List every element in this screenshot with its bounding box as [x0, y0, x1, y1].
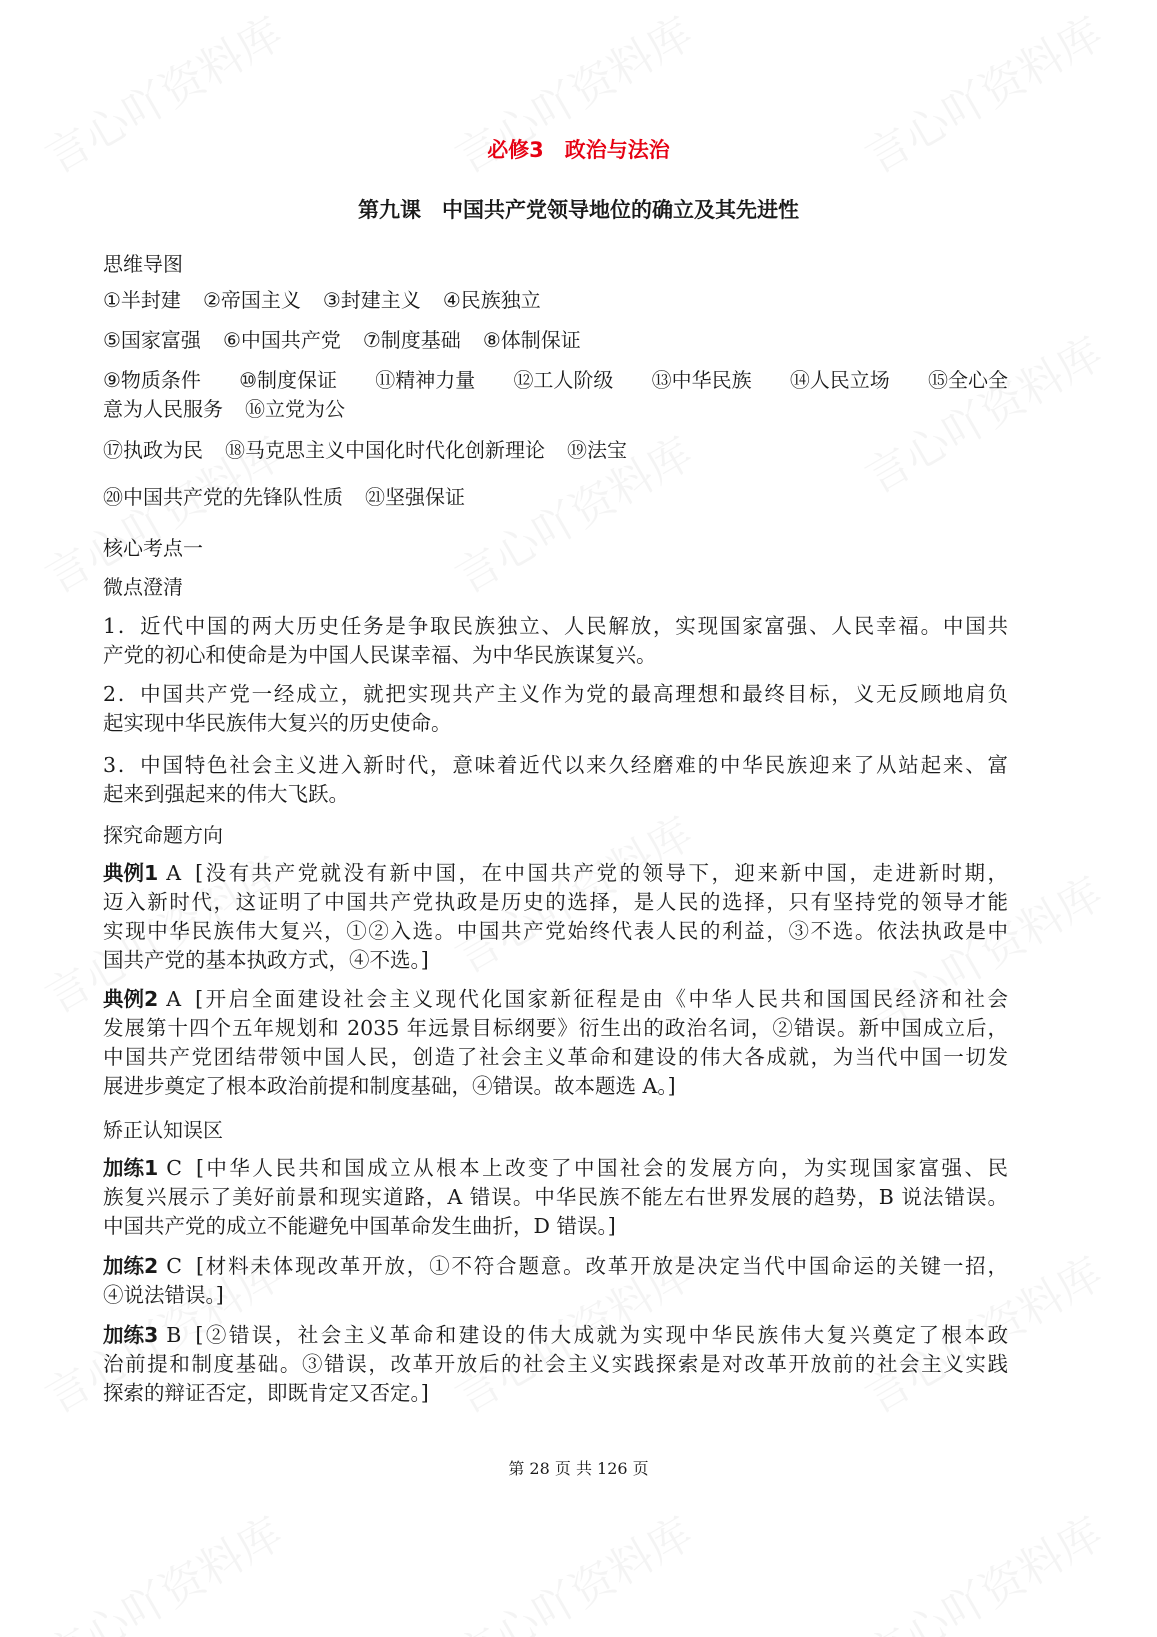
mindmap-item: ⑪精神力量: [375, 368, 476, 392]
mindmap-item: ⑧体制保证: [482, 328, 581, 352]
mindmap-line: [103, 395, 367, 424]
core-point-line: 2．中国共产党一经成立，就把实现共产主义作为党的最高理想和最终目标，义无反顾地肩负: [103, 682, 1008, 706]
core-point-line: 起实现中华民族伟大复兴的历史使命。: [103, 711, 452, 735]
mindmap-item: ④民族独立: [442, 288, 541, 312]
answer-item: [103, 859, 1008, 975]
answer-line: 发展第十四个五年规划和 2035 年远景目标纲要》衍生出的政治名词，②错误。新中国成立后，: [103, 1016, 1008, 1040]
answer-choice: C: [166, 1156, 182, 1180]
mindmap-item: ⑰执政为民: [103, 438, 203, 462]
answer-text: [中华人民共和国成立从根本上改变了中国社会的发展方向，为实现国家富强、民: [195, 1156, 1008, 1180]
mindmap-line: [103, 436, 649, 465]
mindmap-item: 意为人民服务: [103, 397, 223, 421]
watermark: [32, 1498, 293, 1637]
mindmap-item: ⑬中华民族: [651, 368, 752, 392]
mindmap-item: ⑨物质条件: [103, 368, 201, 392]
mindmap-item: ③封建主义: [322, 288, 421, 312]
answer-item: [103, 1252, 1008, 1310]
mindmap-line: [103, 326, 603, 355]
answer-line: 迈入新时代，这证明了中国共产党执政是历史的选择，是人民的选择，只有坚持党的领导才能: [103, 890, 1008, 914]
mindmap-item: ⑲法宝: [567, 438, 627, 462]
example-answers: [103, 859, 1008, 1111]
core-point-line: 产党的初心和使命是为中国人民谋幸福、为中华民族谋复兴。: [103, 643, 657, 667]
answer-label: 加练1: [103, 1156, 159, 1180]
answer-text: [材料未体现改革开放，①不符合题意。改革开放是决定当代中国命运的关键一招，: [195, 1254, 1008, 1278]
mindmap-item: ⑫工人阶级: [513, 368, 614, 392]
answer-item: [103, 1154, 1008, 1241]
answer-line: 探索的辩证否定，即既肯定又否定。]: [103, 1381, 429, 1405]
mindmap-item: ⑦制度基础: [362, 328, 461, 352]
mindmap-line: [103, 286, 563, 315]
mindmap-item: ⑮全心全: [928, 368, 1008, 392]
answer-line: 实现中华民族伟大复兴，①②入选。中国共产党始终代表人民的利益，③不选。依法执政是中: [103, 919, 1008, 943]
core-points: [103, 612, 1008, 819]
practice-answers: [103, 1154, 1008, 1419]
mindmap-item: ⑥中国共产党: [222, 328, 341, 352]
core-point-line: 起来到强起来的伟大飞跃。: [103, 782, 349, 806]
core-heading: 核心考点一: [103, 536, 203, 560]
answer-label: 典例1: [103, 861, 159, 885]
answer-choice: A: [166, 987, 182, 1011]
answer-text: [开启全面建设社会主义现代化国家新征程是由《中华人民共和国国民经济和社会: [195, 987, 1008, 1011]
lesson-title: 第九课 中国共产党领导地位的确立及其先进性: [358, 198, 799, 222]
answer-line: [103, 1321, 1008, 1350]
answer-line: 族复兴展示了美好前景和现实道路，A 错误。中华民族不能左右世界发展的趋势，B 说法错误。: [103, 1185, 1008, 1209]
answer-label: 加练2: [103, 1254, 159, 1278]
answer-item: [103, 1321, 1008, 1408]
answer-line: 国共产党的基本执政方式，④不选。]: [103, 948, 429, 972]
answer-text: [②错误，社会主义革命和建设的伟大成就为实现中华民族伟大复兴奠定了根本政: [195, 1323, 1008, 1347]
answer-choice: A: [166, 861, 182, 885]
answer-line: 中国共产党的成立不能避免中国革命发生曲折，D 错误。]: [103, 1214, 616, 1238]
answer-item: [103, 985, 1008, 1101]
answer-line: [103, 859, 1008, 888]
explore-heading: 探究命题方向: [103, 823, 223, 847]
mindmap-line: [103, 366, 1008, 395]
answer-line: ④说法错误。]: [103, 1283, 224, 1307]
mindmap-item: ②帝国主义: [202, 288, 301, 312]
core-point-line: 3．中国特色社会主义进入新时代，意味着近代以来久经磨难的中华民族迎来了从站起来、富: [103, 753, 1008, 777]
answer-line: [103, 1154, 1008, 1183]
module-title: 必修3 政治与法治: [487, 138, 670, 162]
core-point: [103, 680, 1008, 738]
watermark: [852, 318, 1113, 505]
answer-line: 展进步奠定了根本政治前提和制度基础，④错误。故本题选 A。]: [103, 1074, 676, 1098]
mindmap-item: ⑳中国共产党的先锋队性质: [103, 485, 343, 509]
page-footer: 第 28 页 共 126 页: [508, 1459, 649, 1478]
mindmap-line: [103, 483, 487, 512]
core-point: [103, 751, 1008, 809]
answer-line: 中国共产党团结带领中国人民，创造了社会主义革命和建设的伟大各成就，为当代中国一切发: [103, 1045, 1008, 1069]
mindmap-item: ⑯立党为公: [245, 397, 345, 421]
answer-choice: C: [166, 1254, 182, 1278]
answer-label: 加练3: [103, 1323, 159, 1347]
mindmap-item: ⑤国家富强: [103, 328, 201, 352]
correct-heading: 矫正认知误区: [103, 1118, 223, 1142]
mindmap-item: ㉑坚强保证: [365, 485, 465, 509]
core-subheading: 微点澄清: [103, 575, 183, 599]
core-point-line: 1．近代中国的两大历史任务是争取民族独立、人民解放，实现国家富强、人民幸福。中国共: [103, 614, 1008, 638]
mindmap-item: ⑭人民立场: [789, 368, 890, 392]
answer-line: 治前提和制度基础。③错误，改革开放后的社会主义实践探索是对改革开放前的社会主义实践: [103, 1352, 1008, 1376]
answer-label: 典例2: [103, 987, 159, 1011]
answer-line: [103, 1252, 1008, 1281]
mindmap-item: ①半封建: [103, 288, 181, 312]
core-point: [103, 612, 1008, 670]
watermark: [442, 1498, 703, 1637]
answer-line: [103, 985, 1008, 1014]
answer-text: [没有共产党就没有新中国，在中国共产党的领导下，迎来新中国，走进新时期，: [195, 861, 1008, 885]
watermark: [852, 1498, 1113, 1637]
mindmap-item: ⑱马克思主义中国化时代化创新理论: [225, 438, 545, 462]
mindmap-item: ⑩制度保证: [239, 368, 338, 392]
mindmap-heading: 思维导图: [103, 252, 183, 276]
answer-choice: B: [166, 1323, 182, 1347]
